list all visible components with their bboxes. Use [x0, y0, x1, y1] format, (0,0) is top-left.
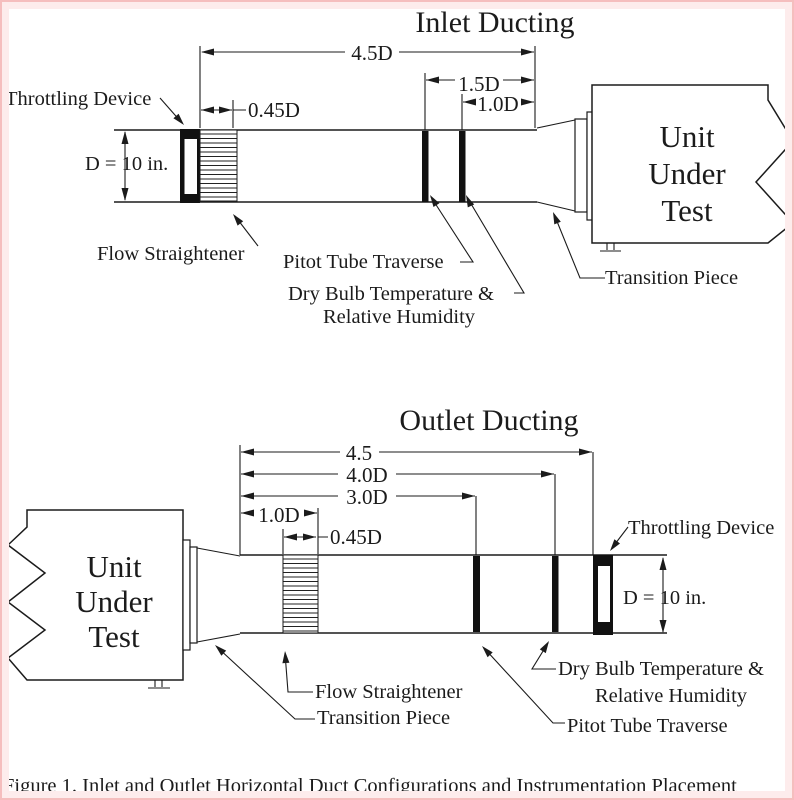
- outlet-dim-0-45d-label: 0.45D: [330, 525, 382, 549]
- outlet-title: Outlet Ducting: [399, 404, 579, 437]
- inlet-pitot-label: Pitot Tube Traverse: [283, 251, 444, 273]
- inlet-duct-walls: [114, 130, 537, 202]
- inlet-dim-4-5d: [201, 41, 534, 65]
- outlet-dim-4-0d-label: 4.0D: [346, 463, 388, 487]
- inlet-diagram: [5, 6, 793, 328]
- inlet-drybulb-bar: [459, 131, 466, 202]
- outlet-dim-0-45d: [284, 525, 382, 549]
- inlet-unit-line-3: Test: [661, 193, 713, 228]
- inlet-diameter-dim: [85, 131, 168, 201]
- inlet-unit-foot: [600, 243, 621, 251]
- outlet-dim-4-0d: [241, 463, 554, 487]
- outlet-flow-straightener: [283, 555, 318, 633]
- inlet-title: Inlet Ducting: [415, 6, 575, 39]
- outlet-humidity-label: Relative Humidity: [595, 685, 748, 707]
- inlet-flow-straightener: [200, 130, 237, 202]
- outlet-pitot-bar: [473, 556, 480, 632]
- inlet-transition-piece: [537, 112, 593, 220]
- outlet-throttling-device: [593, 555, 613, 635]
- outlet-diameter-label: D = 10 in.: [623, 587, 707, 609]
- inlet-unit-line-2: Under: [648, 156, 726, 191]
- inlet-dim-4-5d-label: 4.5D: [351, 41, 393, 65]
- outlet-flow-straightener-label: Flow Straightener: [315, 681, 463, 703]
- inlet-throttling-device: [180, 129, 200, 203]
- outlet-throttling-label: Throttling Device: [628, 517, 775, 539]
- inlet-dim-0-45d-label: 0.45D: [248, 98, 300, 122]
- outlet-transition-piece: [183, 540, 240, 650]
- inlet-dim-0-45d: [201, 98, 300, 122]
- inlet-flow-straightener-label: Flow Straightener: [97, 243, 245, 265]
- inlet-diameter-label: D = 10 in.: [85, 153, 169, 175]
- outlet-unit-line-1: Unit: [86, 549, 142, 584]
- outlet-transition-label: Transition Piece: [317, 707, 451, 729]
- outlet-unit-foot: [148, 680, 170, 688]
- figure-caption: Figure 1. Inlet and Outlet Horizontal Duct Configurations and Instrumentation Placement: [3, 775, 737, 797]
- inlet-humidity-label: Relative Humidity: [323, 306, 476, 328]
- outlet-pitot-label: Pitot Tube Traverse: [567, 715, 728, 737]
- inlet-unit-line-1: Unit: [659, 119, 715, 154]
- inlet-drybulb-label: Dry Bulb Temperature &: [288, 283, 494, 305]
- outlet-diagram: [8, 404, 774, 737]
- inlet-pitot-bar: [422, 131, 429, 202]
- inlet-transition-label: Transition Piece: [605, 267, 739, 289]
- inlet-dim-1-0d-label: 1.0D: [477, 92, 519, 116]
- outlet-unit-line-3: Test: [88, 619, 140, 654]
- outlet-dim-3-0d-label: 3.0D: [346, 485, 388, 509]
- inlet-dim-1-5d-label: 1.5D: [458, 72, 500, 96]
- outlet-dim-1-0d: [241, 503, 317, 527]
- outlet-diameter-dim: [623, 557, 706, 633]
- outlet-dim-4-5-label: 4.5: [345, 441, 373, 465]
- outlet-unit-line-2: Under: [75, 584, 153, 619]
- outlet-drybulb-label: Dry Bulb Temperature &: [558, 658, 764, 680]
- inlet-throttling-label: Throttling Device: [5, 88, 152, 110]
- outlet-dim-4-5: [241, 441, 592, 465]
- outlet-drybulb-bar: [552, 556, 559, 632]
- outlet-dim-1-0d-label: 1.0D: [258, 503, 300, 527]
